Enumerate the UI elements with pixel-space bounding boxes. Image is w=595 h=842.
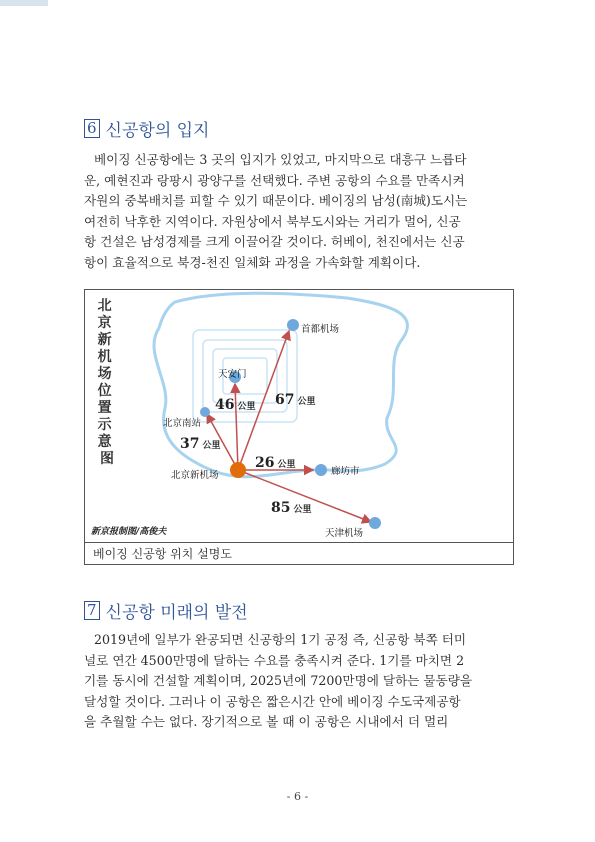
node-capital-airport xyxy=(287,319,299,331)
distance-tiananmen-label: 46 公里 xyxy=(215,397,256,413)
label-beijing-south: 北京南站 xyxy=(163,418,202,429)
airport-location-figure xyxy=(84,289,514,565)
title-char: 置 xyxy=(97,400,112,416)
title-char: 意 xyxy=(97,434,112,450)
title-char: 机 xyxy=(97,349,112,365)
node-beijing-south xyxy=(200,407,210,417)
title-char: 示 xyxy=(97,417,112,433)
node-tianjin-airport xyxy=(369,517,381,529)
title-char: 场 xyxy=(97,366,112,382)
paragraph-line: 항이 효율적으로 북경-천진 일체화 과정을 가속화할 계획이다. xyxy=(84,254,421,270)
paragraph-line: 달성할 것이다. 그러나 이 공항은 짧은시간 안에 베이징 수도국제공항 xyxy=(84,693,461,709)
paragraph-line: 을 추월할 수는 없다. 장기적으로 볼 때 이 공항은 시내에서 더 멀리 xyxy=(84,714,449,729)
paragraph-line: 항 건설은 남성경제를 크게 이끌어갈 것이다. 허베이, 천진에서는 신공 xyxy=(84,234,465,249)
map-credit: 新京报制图/高俊夫 xyxy=(91,527,167,537)
paragraph-line: 베이징 신공항에는 3 곳의 입지가 있었고, 마지막으로 대흥구 느릅타 xyxy=(94,152,467,167)
title-char: 图 xyxy=(100,451,114,467)
page-number: - 6 - xyxy=(286,790,309,803)
paragraph-line: 여전히 낙후한 지역이다. 자원상에서 북부도시와는 거리가 멀어, 신공 xyxy=(84,213,461,229)
distance-tianjin-airport-label: 85 公里 xyxy=(271,500,312,516)
section-7-paragraph xyxy=(84,630,514,733)
section-7-number: 7 xyxy=(84,601,100,620)
node-new-airport xyxy=(230,462,246,478)
figure-caption: 베이징 신공항 위치 설명도 xyxy=(85,542,513,564)
label-langfang: 廊坊市 xyxy=(331,466,360,477)
distance-beijing-south-label: 37 公里 xyxy=(180,436,221,452)
section-6-number: 6 xyxy=(84,119,100,138)
title-char: 京 xyxy=(97,315,112,331)
title-char: 北 xyxy=(97,298,112,314)
paragraph-line: 자원의 중복배치를 피할 수 있기 때문이다. 베이징의 남성(南城)도시는 xyxy=(84,193,468,208)
location-map xyxy=(85,290,513,542)
title-char: 位 xyxy=(97,383,112,399)
paragraph-line: 널로 연간 4500만명에 달하는 수요를 충족시켜 준다. 1기를 마치면 2 xyxy=(84,652,465,668)
label-new-airport: 北京新机场 xyxy=(171,470,219,481)
section-6-title: 신공항의 입지 xyxy=(105,121,210,141)
section-6-paragraph xyxy=(84,150,514,273)
label-capital-airport: 首都机场 xyxy=(301,324,340,335)
section-6-heading xyxy=(84,116,209,141)
label-tianjin-airport: 天津机场 xyxy=(325,528,364,539)
section-7-title: 신공항 미래의 발전 xyxy=(105,603,248,623)
paragraph-line: 2019년에 일부가 완공되면 신공항의 1기 공정 즉, 신공항 북쪽 터미 xyxy=(94,632,467,647)
title-char: 新 xyxy=(97,332,112,348)
section-7-heading xyxy=(84,598,248,623)
paragraph-line: 기를 동시에 건설할 계획이며, 2025년에 7200만명에 달하는 물동량을 xyxy=(84,673,473,688)
scan-artifact xyxy=(0,0,48,6)
route-tiananmen xyxy=(235,384,238,470)
label-tiananmen: 天安门 xyxy=(218,369,247,380)
node-langfang xyxy=(315,464,327,476)
distance-capital-airport-label: 67 公里 xyxy=(275,392,316,408)
map-vertical-title xyxy=(97,298,117,467)
paragraph-line: 운, 예현진과 랑팡시 광양구를 선택했다. 주변 공항의 수요를 만족시켜 xyxy=(84,172,465,188)
distance-langfang-label: 26 公里 xyxy=(255,455,296,471)
